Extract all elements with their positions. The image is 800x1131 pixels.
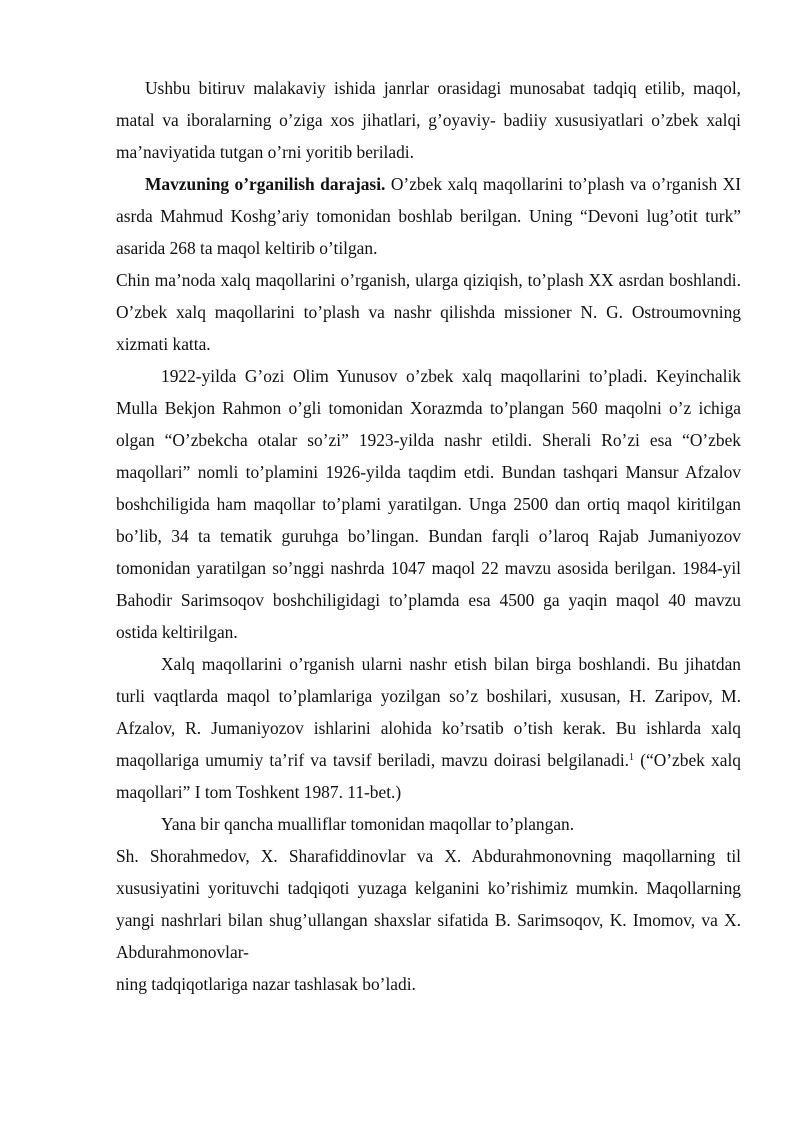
paragraph-collections: 1922-yilda G’ozi Olim Yunusov o’zbek xalq maqollarini to’pladi. Keyinchalik Mulla Bekjon Rahmon o’gli tomonidan Xorazmda to’plangan 560 maqolni o’z ichiga olgan “O’zbekcha otalar so’zi” 1923-yilda nashr etildi. Sherali Ro’zi esa “O’zbek maqollari” nomli to’plamini 1926-yilda taqdim etdi. Bundan tashqari Mansur Afzalov boshchiligida ham maqollar to’plami yaratilgan. Unga 2500 dan ortiq maqol kiritilgan bo’lib, 34 ta tematik guruhga bo’lingan. Bundan farqli o’laroq Rajab Jumaniyozov tomonidan yaratilgan so’nggi nashrda 1047 maqol 22 mavzu asosida berilgan. 1984-yil Bahodir Sarimsoqov boshchiligidagi to’plamda esa 4500 ga yaqin maqol 40 mavzu ostida keltirilgan. [116,366,741,642]
paragraph-study-publication-text: Xalq maqollarini o’rganish ularni nashr etish bilan birga boshlandi. Bu jihatdan turli vaqtlarda maqol to’plamlariga yozilgan so’z boshilari, xususan, H. Zaripov, M. Afzalov, R. Jumaniyozov ishlarini alohida ko’rsatib o’tish kerak. Bu ishlarda xalq maqollariga umumiy ta’rif va tavsif beriladi, mavzu doirasi belgilanadi. [116,654,741,770]
paragraph-study-level [116,168,741,264]
citation: (“O’zbek xalq maqollari” I tom Toshkent 1987. 11-bet.) [116,750,741,802]
paragraph-xx-century: Chin ma’noda xalq maqollarini o’rganish, ularga qiziqish, to’plash XX asrdan boshlandi. O’zbek xalq maqollarini to’plash va nashr qilishda missioner N. G. Ostroumovning xizmati katta. [116,270,741,354]
paragraph-closing: ning tadqiqotlariga nazar tashlasak bo’ladi. [116,974,416,994]
paragraph-authors: Yana bir qancha mualliflar tomonidan maqollar to’plangan. [161,814,575,834]
paragraph-intro: Ushbu bitiruv malakaviy ishida janrlar orasidagi munosabat tadqiq etilib, maqol, matal va iboralarning o’ziga xos jihatlari, g’oyaviy- badiiy xususiyatlari o’zbek xalqi ma’naviyatida tutgan o’rni yoritib beriladi. [116,78,741,162]
paragraph-linguistic-research: Sh. Shorahmedov, X. Sharafiddinovlar va X. Abdurahmonovning maqollarning til xususiyatini yorituvchi tadqiqoti yuzaga kelganini ko’rishimiz mumkin. Maqollarning yangi nashrlari bilan shug’ullangan shaxslar sifatida B. Sarimsoqov, K. Imomov, va X. Abdurahmonovlar- [116,846,741,962]
paragraph-study-publication [116,648,741,808]
footnote-marker: 1 [629,752,635,763]
section-heading: Mavzuning o’rganilish darajasi. [145,174,386,194]
paragraph-study-level-text: O’zbek xalq maqollarini to’plash va o’rganish XI asrda Mahmud Koshg’ariy tomonidan boshlab berilgan. Uning “Devoni lug’otit turk” asarida 268 ta maqol keltirib o’tilgan. [116,174,741,258]
